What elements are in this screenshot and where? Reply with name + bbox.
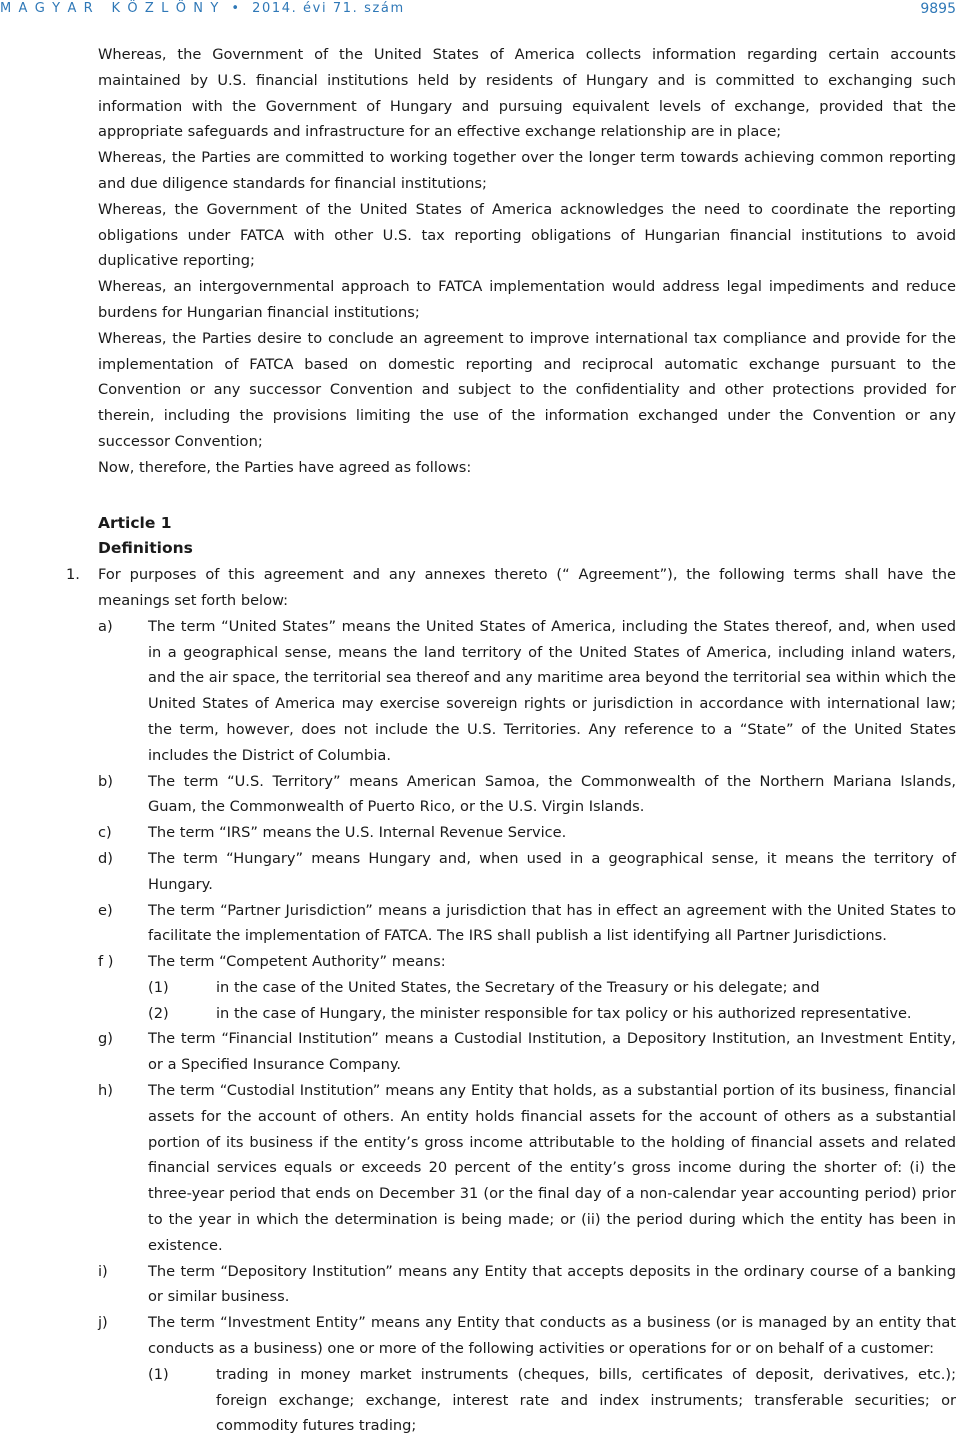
definition-item — [0, 820, 956, 846]
item-text: in the case of the United States, the Secretary of the Treasury or his delegate; and — [216, 978, 820, 996]
item-text: The term “Depository Institution” means any Entity that accepts deposits in the ordinary course of a banking or similar business. — [148, 1262, 956, 1306]
article-number: Article 1 — [98, 513, 172, 532]
definition-item — [0, 898, 956, 950]
item-text: trading in money market instruments (cheques, bills, certificates of deposit, derivatives, etc.); foreign exchange; exchange, interest rate and index instruments; transferable securities; or commodity futures trading; — [216, 1365, 956, 1435]
item-label: c) — [98, 824, 112, 842]
item-label: (2) — [148, 1004, 169, 1022]
definition-item — [0, 1310, 956, 1362]
page-number: 9895 — [920, 1, 956, 17]
item-label: e) — [98, 901, 113, 919]
definition-item — [0, 1259, 956, 1311]
preamble-paragraph: Whereas, the Government of the United States of America collects information regarding certain accounts maintained by U.S. financial institutions held by residents of Hungary and is committed to exchanging such information with the Government of Hungary and pursuing equivalent levels of exchange, provided that the appropriate safeguards and infrastructure for an effective exchange relationship are in place; — [98, 46, 956, 141]
numbered-paragraph — [0, 562, 956, 614]
article-title: Definitions — [98, 539, 193, 558]
item-text: The term “U.S. Territory” means American Samoa, the Commonwealth of the Northern Mariana Islands, Guam, the Commonwealth of Puerto Rico, or the U.S. Virgin Islands. — [148, 772, 956, 816]
definition-subitem — [0, 1362, 956, 1439]
definition-item — [0, 1078, 956, 1259]
definition-item — [0, 846, 956, 898]
item-label: b) — [98, 772, 113, 790]
definition-subitem — [0, 975, 956, 1001]
journal-title: M A G Y A R K Ö Z L Ö N Y • 2014. évi 71. szám — [0, 1, 405, 16]
item-label: f ) — [98, 953, 114, 971]
item-text: The term “IRS” means the U.S. Internal Revenue Service. — [148, 824, 567, 842]
section-spacer — [0, 481, 960, 511]
definition-subitem — [0, 1001, 956, 1027]
item-text: The term “United States” means the United States of America, including the States thereof, and, when used in a geographical sense, means the land territory of the United States of America, including inland waters, and the air space, the territorial sea thereof and any maritime area beyond the territorial sea within which the United States of America may exercise sovereign rights or jurisdiction in accordance with international law; the term, however, does not include the U.S. Territories. Any reference to a “State” of the United States includes the District of Columbia. — [148, 617, 956, 764]
item-text: The term “Competent Authority” means: — [148, 953, 446, 971]
preamble-paragraph: Whereas, an intergovernmental approach to FATCA implementation would address legal impediments and reduce burdens for Hungarian financial institutions; — [98, 278, 956, 321]
definition-item — [0, 1026, 956, 1078]
item-label: d) — [98, 849, 113, 867]
running-header — [0, 0, 960, 22]
preamble-paragraph: Whereas, the Government of the United States of America acknowledges the need to coordinate the reporting obligations under FATCA with other U.S. tax reporting obligations of Hungarian financial institutions to avoid duplicative reporting; — [98, 200, 956, 270]
item-text: The term “Hungary” means Hungary and, when used in a geographical sense, it means the territory of Hungary. — [148, 849, 956, 893]
item-text: in the case of Hungary, the minister responsible for tax policy or his authorized representative. — [216, 1004, 912, 1022]
item-text: The term “Partner Jurisdiction” means a jurisdiction that has in effect an agreement with the United States to facilitate the implementation of FATCA. The IRS shall publish a list identifying all Partner Jurisdictions. — [148, 901, 956, 945]
item-label: (1) — [148, 1365, 169, 1383]
item-label: a) — [98, 617, 113, 635]
item-label: 1. — [66, 566, 80, 584]
item-label: i) — [98, 1262, 108, 1280]
preamble-closing: Now, therefore, the Parties have agreed as follows: — [98, 458, 472, 476]
definition-item — [0, 769, 956, 821]
item-label: g) — [98, 1030, 113, 1048]
definition-item — [0, 614, 956, 769]
item-label: j) — [98, 1314, 108, 1332]
preamble-paragraph: Whereas, the Parties desire to conclude an agreement to improve international tax compliance and provide for the implementation of FATCA based on domestic reporting and reciprocal automatic exchange pursuant to the Convention or any successor Convention and subject to the confidentiality and other protections provided for therein, including the provisions limiting the use of the information exchanged under the Convention or any successor Convention; — [98, 329, 956, 450]
definitions-list — [0, 562, 960, 1439]
item-text: The term “Financial Institution” means a Custodial Institution, a Depository Institution, an Investment Entity, or a Specified Insurance Company. — [148, 1030, 956, 1074]
definition-item — [0, 949, 956, 975]
item-text: The term “Custodial Institution” means any Entity that holds, as a substantial portion of its business, financial assets for the account of others. An entity holds financial assets for the account of others as a substantial portion of its business if the entity’s gross income attributable to the holding of financial assets and related financial services equals or exceeds 20 percent of the entity’s gross income during the shorter of: (i) the three-year period that ends on December 31 (or the final day of a non-calendar year accounting period) prior to the year in which the determination is being made; or (ii) the period during which the entity has been in existence. — [148, 1082, 956, 1254]
item-text: For purposes of this agreement and any annexes thereto (“ Agreement”), the following terms shall have the meanings set forth below: — [98, 566, 956, 609]
item-label: h) — [98, 1082, 113, 1100]
preamble-paragraph: Whereas, the Parties are committed to working together over the longer term towards achieving common reporting and due diligence standards for financial institutions; — [98, 149, 956, 192]
item-text: The term “Investment Entity” means any Entity that conducts as a business (or is managed by an entity that conducts as a business) one or more of the following activities or operations for or on behalf of a customer: — [148, 1314, 956, 1358]
item-label: (1) — [148, 978, 169, 996]
document-body — [0, 42, 960, 1439]
